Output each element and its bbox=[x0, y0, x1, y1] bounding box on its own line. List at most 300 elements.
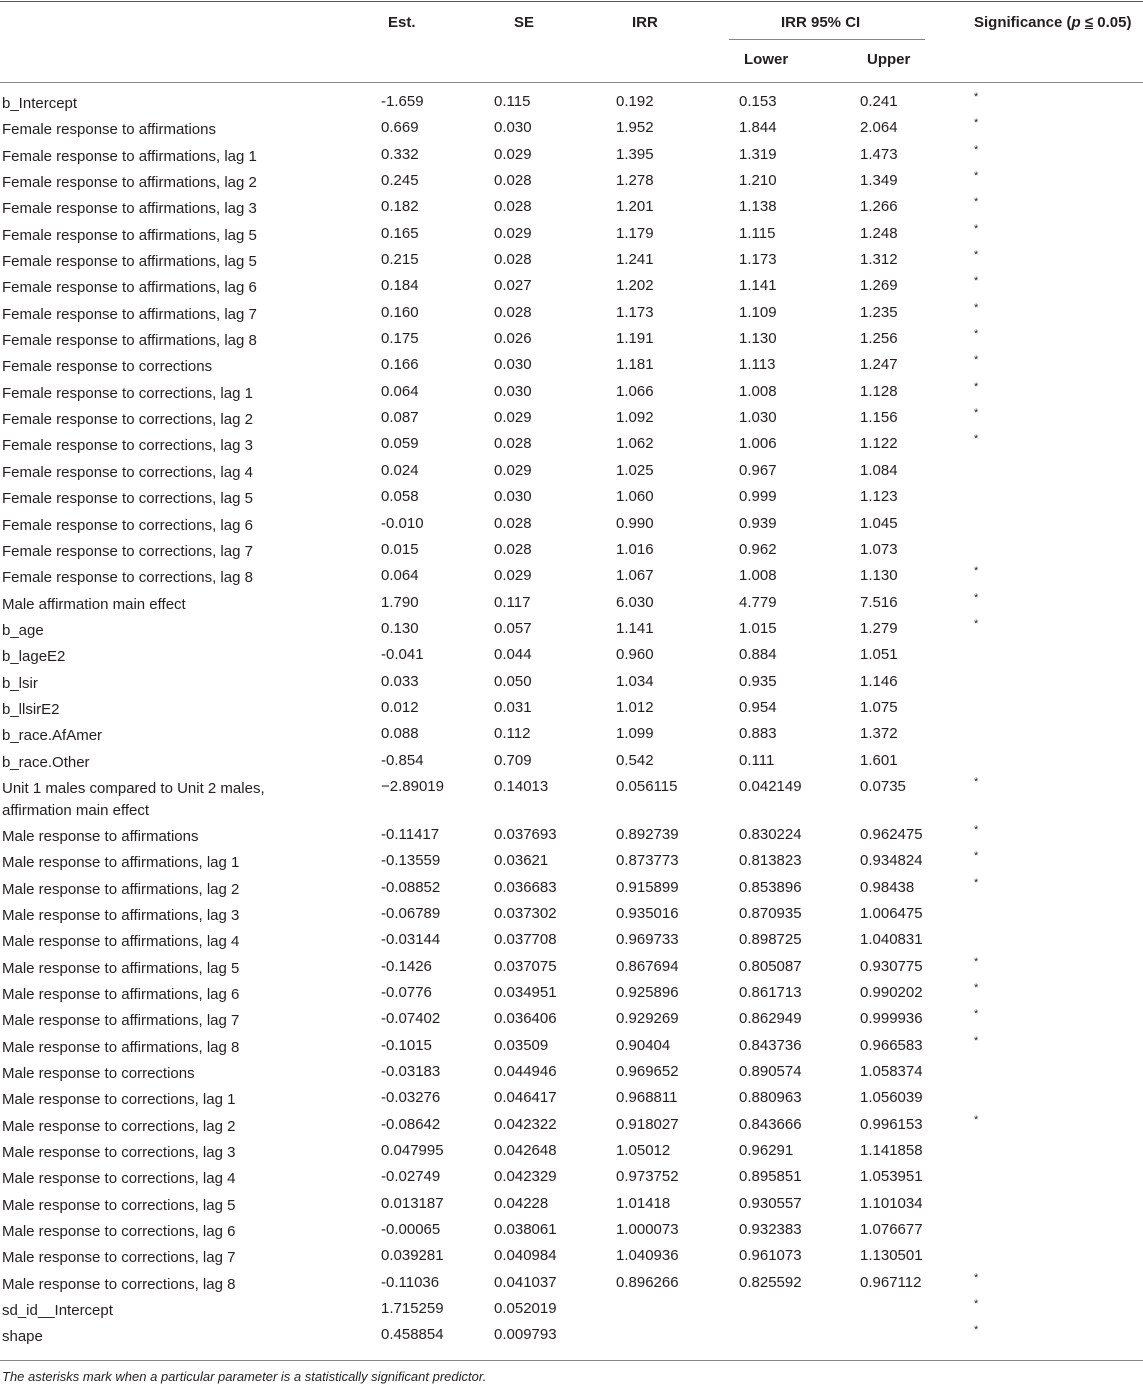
row-ci-lower: 1.008 bbox=[739, 567, 777, 585]
row-label: Female response to affirmations bbox=[2, 121, 216, 139]
row-est: 0.033 bbox=[381, 672, 419, 690]
row-ci-lower: 1.210 bbox=[739, 172, 777, 190]
table-row bbox=[0, 1165, 1143, 1191]
table-row bbox=[0, 459, 1143, 485]
header-significance bbox=[974, 14, 1131, 31]
row-se: 0.041037 bbox=[494, 1273, 557, 1291]
row-label: Female response to affirmations, lag 3 bbox=[2, 200, 257, 218]
row-est: -0.0776 bbox=[381, 984, 432, 1001]
row-est: 0.087 bbox=[381, 409, 419, 427]
row-irr: 1.173 bbox=[616, 303, 654, 321]
row-est: 0.064 bbox=[381, 382, 419, 400]
row-irr: 0.915899 bbox=[616, 878, 679, 896]
row-ci-upper: 1.279 bbox=[860, 619, 898, 637]
row-label: b_race.Other bbox=[2, 753, 90, 771]
row-irr: 1.025 bbox=[616, 461, 654, 479]
row-irr: 1.067 bbox=[616, 567, 654, 585]
row-significance: * bbox=[974, 301, 979, 314]
row-ci-lower: 0.861713 bbox=[739, 984, 802, 1001]
row-significance: * bbox=[974, 328, 979, 341]
row-est: 0.458854 bbox=[381, 1326, 444, 1344]
header-sig-prefix: Significance ( bbox=[974, 14, 1072, 31]
row-significance: * bbox=[974, 170, 979, 183]
table-row bbox=[0, 353, 1143, 379]
row-ci-upper: 1.349 bbox=[860, 172, 898, 190]
row-significance: * bbox=[974, 117, 979, 130]
row-label: Female response to affirmations, lag 8 bbox=[2, 332, 257, 350]
row-est: 0.669 bbox=[381, 119, 419, 137]
row-est: -0.02749 bbox=[381, 1168, 441, 1186]
row-significance: * bbox=[974, 955, 979, 968]
row-est: -0.854 bbox=[381, 751, 424, 769]
row-label: Male response to corrections, lag 7 bbox=[2, 1249, 236, 1267]
row-se: 0.04228 bbox=[494, 1194, 549, 1212]
table-row bbox=[0, 274, 1143, 300]
row-est: -0.041 bbox=[381, 646, 424, 664]
row-se: 0.009793 bbox=[494, 1326, 557, 1344]
row-ci-upper: 1.141858 bbox=[860, 1142, 923, 1160]
row-se: 0.028 bbox=[494, 303, 532, 321]
row-significance: * bbox=[974, 775, 979, 788]
row-se: 0.037708 bbox=[494, 931, 557, 949]
row-est: -1.659 bbox=[381, 93, 424, 110]
table-row bbox=[0, 722, 1143, 748]
row-ci-lower: 0.895851 bbox=[739, 1168, 802, 1186]
table-row bbox=[0, 1323, 1143, 1349]
row-est: 0.012 bbox=[381, 698, 419, 716]
row-est: -0.07402 bbox=[381, 1010, 441, 1028]
row-ci-upper: 0.967112 bbox=[860, 1273, 922, 1291]
table-row bbox=[0, 1244, 1143, 1270]
row-irr: 0.873773 bbox=[616, 852, 679, 870]
table-row bbox=[0, 1007, 1143, 1033]
row-se: 0.044 bbox=[494, 646, 532, 664]
row-significance: * bbox=[974, 91, 979, 103]
row-ci-lower: 0.962 bbox=[739, 540, 777, 558]
row-est: -0.1426 bbox=[381, 957, 432, 975]
header-sig-p: p bbox=[1071, 14, 1081, 31]
row-est: 0.160 bbox=[381, 303, 419, 321]
row-se: 0.117 bbox=[494, 593, 531, 611]
table-row bbox=[0, 512, 1143, 538]
row-irr: 1.05012 bbox=[616, 1142, 671, 1160]
row-ci-lower: 0.932383 bbox=[739, 1221, 802, 1239]
table-row bbox=[0, 617, 1143, 643]
table-row bbox=[0, 591, 1143, 617]
table-row bbox=[0, 1297, 1143, 1323]
row-label: sd_id__Intercept bbox=[2, 1302, 113, 1320]
row-irr: 1.278 bbox=[616, 172, 654, 190]
row-label: Male response to corrections, lag 1 bbox=[2, 1091, 236, 1109]
row-ci-lower: 0.883 bbox=[739, 725, 777, 743]
row-ci-upper: 1.128 bbox=[860, 382, 898, 400]
row-se: 0.042329 bbox=[494, 1168, 557, 1186]
row-est: -0.03183 bbox=[381, 1063, 441, 1081]
row-significance: * bbox=[974, 433, 979, 446]
row-ci-lower: 0.890574 bbox=[739, 1063, 802, 1081]
row-significance: * bbox=[974, 1298, 979, 1311]
row-est: 0.245 bbox=[381, 172, 419, 190]
row-se: 0.046417 bbox=[494, 1089, 557, 1107]
table-row bbox=[0, 1113, 1143, 1139]
row-ci-lower: 0.884 bbox=[739, 646, 777, 664]
row-irr: 1.016 bbox=[616, 540, 654, 558]
row-est: 1.790 bbox=[381, 593, 419, 611]
row-ci-upper: 0.990202 bbox=[860, 984, 923, 1001]
row-ci-lower: 0.880963 bbox=[739, 1089, 802, 1107]
table-row bbox=[0, 1034, 1143, 1060]
table-row bbox=[0, 643, 1143, 669]
row-ci-lower: 0.111 bbox=[739, 751, 775, 769]
row-irr: 0.925896 bbox=[616, 984, 679, 1001]
row-est: -0.13559 bbox=[381, 852, 441, 870]
header-upper: Upper bbox=[867, 51, 911, 68]
header-sig-le: ≤ bbox=[1084, 14, 1094, 31]
table-body bbox=[0, 90, 1143, 1350]
row-se: 0.042322 bbox=[494, 1115, 557, 1133]
table-row bbox=[0, 876, 1143, 902]
row-irr: 0.892739 bbox=[616, 825, 679, 843]
row-ci-lower: 1.130 bbox=[739, 330, 777, 348]
row-label: Male affirmation main effect bbox=[2, 595, 186, 613]
table-row bbox=[0, 406, 1143, 432]
row-ci-lower: 0.813823 bbox=[739, 852, 802, 870]
row-irr: 1.01418 bbox=[616, 1194, 671, 1212]
row-significance: * bbox=[974, 1034, 979, 1047]
table-row bbox=[0, 195, 1143, 221]
row-significance: * bbox=[974, 196, 979, 209]
row-se: 0.037302 bbox=[494, 904, 557, 922]
row-est: 0.182 bbox=[381, 198, 419, 216]
row-se: 0.052019 bbox=[494, 1300, 557, 1318]
row-ci-lower: 4.779 bbox=[739, 593, 777, 611]
row-ci-upper: 1.130 bbox=[860, 567, 898, 585]
row-label: Female response to affirmations, lag 2 bbox=[2, 174, 257, 192]
row-est: -0.1015 bbox=[381, 1036, 432, 1054]
row-ci-upper: 1.156 bbox=[860, 409, 898, 427]
row-label: Male response to corrections, lag 5 bbox=[2, 1196, 236, 1214]
row-irr: 1.952 bbox=[616, 119, 654, 137]
table-row bbox=[0, 380, 1143, 406]
row-irr: 1.034 bbox=[616, 672, 654, 690]
table-row bbox=[0, 902, 1143, 928]
row-ci-lower: 1.115 bbox=[739, 224, 776, 242]
row-se: 0.028 bbox=[494, 172, 532, 190]
row-ci-upper: 1.312 bbox=[860, 251, 898, 269]
row-ci-lower: 0.805087 bbox=[739, 957, 802, 975]
row-ci-lower: 0.930557 bbox=[739, 1194, 802, 1212]
row-ci-upper: 0.0735 bbox=[860, 777, 906, 795]
row-se: 0.036406 bbox=[494, 1010, 557, 1028]
row-se: 0.057 bbox=[494, 619, 532, 637]
row-significance: * bbox=[974, 143, 979, 156]
row-est: 0.175 bbox=[381, 330, 419, 348]
row-label: b_race.AfAmer bbox=[2, 727, 103, 745]
row-est: 0.184 bbox=[381, 277, 419, 295]
row-ci-lower: 0.862949 bbox=[739, 1010, 802, 1028]
row-est: 0.064 bbox=[381, 567, 419, 585]
row-se: 0.029 bbox=[494, 567, 532, 585]
row-label: Female response to affirmations, lag 6 bbox=[2, 279, 257, 297]
row-ci-upper: 1.601 bbox=[860, 751, 898, 769]
table-row bbox=[0, 823, 1143, 849]
row-se: 0.029 bbox=[494, 145, 532, 163]
row-ci-lower: 0.96291 bbox=[739, 1142, 794, 1160]
row-ci-lower: 1.173 bbox=[739, 251, 777, 269]
row-ci-upper: 1.056039 bbox=[860, 1089, 923, 1107]
row-significance: * bbox=[974, 876, 979, 889]
table-row bbox=[0, 432, 1143, 458]
row-ci-upper: 1.053951 bbox=[860, 1168, 923, 1186]
row-label: Male response to corrections, lag 8 bbox=[2, 1275, 236, 1293]
row-ci-lower: 1.015 bbox=[739, 619, 777, 637]
row-significance: * bbox=[974, 380, 979, 393]
row-ci-lower: 0.042149 bbox=[739, 777, 802, 795]
row-ci-upper: 0.241 bbox=[860, 93, 898, 110]
row-ci-upper: 0.999936 bbox=[860, 1010, 923, 1028]
row-significance: * bbox=[974, 617, 979, 630]
row-irr: 0.969733 bbox=[616, 931, 679, 949]
row-irr: 0.542 bbox=[616, 751, 654, 769]
row-irr: 0.969652 bbox=[616, 1063, 679, 1081]
row-est: 0.047995 bbox=[381, 1142, 444, 1160]
row-irr: 0.896266 bbox=[616, 1273, 679, 1291]
row-ci-lower: 1.844 bbox=[739, 119, 777, 137]
row-label: Male response to affirmations, lag 8 bbox=[2, 1038, 240, 1056]
row-se: 0.112 bbox=[494, 725, 531, 743]
row-irr: 1.241 bbox=[616, 251, 654, 269]
row-ci-lower: 1.138 bbox=[739, 198, 777, 216]
row-ci-lower: 1.109 bbox=[739, 303, 777, 321]
header-irr: IRR bbox=[632, 14, 658, 31]
row-irr: 0.929269 bbox=[616, 1010, 679, 1028]
row-significance: * bbox=[974, 850, 979, 863]
row-ci-upper: 1.076677 bbox=[860, 1221, 923, 1239]
row-est: 0.059 bbox=[381, 435, 419, 453]
table-row bbox=[0, 670, 1143, 696]
row-irr: 1.099 bbox=[616, 725, 654, 743]
row-label: b_llsirE2 bbox=[2, 700, 60, 718]
row-se: 0.029 bbox=[494, 461, 532, 479]
row-significance: * bbox=[974, 565, 979, 578]
row-ci-upper: 7.516 bbox=[860, 593, 898, 611]
row-label: Male response to corrections, lag 4 bbox=[2, 1170, 236, 1188]
row-irr: 0.867694 bbox=[616, 957, 679, 975]
row-se: 0.03509 bbox=[494, 1036, 549, 1054]
row-est: -0.11036 bbox=[381, 1273, 440, 1291]
header-irr-ci: IRR 95% CI bbox=[781, 14, 861, 31]
row-irr: 1.000073 bbox=[616, 1221, 679, 1239]
row-est: -0.00065 bbox=[381, 1221, 441, 1239]
row-ci-upper: 1.075 bbox=[860, 698, 898, 716]
row-ci-lower: 0.153 bbox=[739, 93, 777, 110]
row-ci-upper: 1.235 bbox=[860, 303, 898, 321]
row-label: Female response to corrections, lag 6 bbox=[2, 516, 253, 534]
row-ci-upper: 0.996153 bbox=[860, 1115, 923, 1133]
row-ci-lower: 0.961073 bbox=[739, 1247, 802, 1265]
row-significance: * bbox=[974, 407, 979, 420]
row-label: Male response to affirmations, lag 3 bbox=[2, 906, 240, 924]
row-se: 0.034951 bbox=[494, 984, 557, 1001]
row-irr: 1.395 bbox=[616, 145, 654, 163]
row-ci-lower: 0.870935 bbox=[739, 904, 802, 922]
row-se: 0.029 bbox=[494, 224, 532, 242]
row-ci-upper: 1.247 bbox=[860, 356, 898, 374]
row-ci-upper: 1.256 bbox=[860, 330, 898, 348]
row-est: 0.165 bbox=[381, 224, 419, 242]
row-ci-upper: 0.966583 bbox=[860, 1036, 923, 1054]
table-row bbox=[0, 955, 1143, 981]
row-se: 0.028 bbox=[494, 251, 532, 269]
row-ci-upper: 2.064 bbox=[860, 119, 898, 137]
row-label: Female response to corrections, lag 5 bbox=[2, 490, 253, 508]
row-se: 0.027 bbox=[494, 277, 532, 295]
row-irr: 1.179 bbox=[616, 224, 654, 242]
row-label: Female response to corrections, lag 8 bbox=[2, 569, 253, 587]
table-row bbox=[0, 981, 1143, 1007]
row-ci-lower: 0.843666 bbox=[739, 1115, 802, 1133]
row-irr: 0.935016 bbox=[616, 904, 679, 922]
row-ci-upper: 1.006475 bbox=[860, 904, 923, 922]
row-se: 0.040984 bbox=[494, 1247, 557, 1265]
row-se: 0.044946 bbox=[494, 1063, 557, 1081]
row-se: 0.050 bbox=[494, 672, 532, 690]
row-se: 0.028 bbox=[494, 435, 532, 453]
table-row bbox=[0, 116, 1143, 142]
row-se: 0.03621 bbox=[494, 852, 549, 870]
row-irr: 0.973752 bbox=[616, 1168, 679, 1186]
table-row bbox=[0, 696, 1143, 722]
row-irr: 1.040936 bbox=[616, 1247, 679, 1265]
row-significance: * bbox=[974, 249, 979, 262]
row-significance: * bbox=[974, 354, 979, 367]
row-label: Male response to affirmations, lag 1 bbox=[2, 854, 240, 872]
row-est: -0.11417 bbox=[381, 825, 440, 843]
table-row bbox=[0, 90, 1143, 116]
row-label: Unit 1 males compared to Unit 2 males, affirmation main effect bbox=[2, 779, 265, 819]
row-label: Male response to affirmations, lag 5 bbox=[2, 959, 240, 977]
row-label: Female response to corrections bbox=[2, 358, 213, 376]
row-ci-upper: 1.123 bbox=[860, 488, 898, 506]
row-label: Male response to affirmations, lag 4 bbox=[2, 933, 240, 951]
row-se: 0.030 bbox=[494, 119, 532, 137]
table-row bbox=[0, 248, 1143, 274]
row-label: Male response to affirmations, lag 2 bbox=[2, 880, 240, 898]
row-se: 0.026 bbox=[494, 330, 532, 348]
table-top-rule bbox=[0, 1, 1143, 2]
row-se: 0.037075 bbox=[494, 957, 557, 975]
row-se: 0.030 bbox=[494, 382, 532, 400]
row-label: Male response to corrections, lag 3 bbox=[2, 1144, 236, 1162]
table-row bbox=[0, 1060, 1143, 1086]
row-ci-upper: 1.084 bbox=[860, 461, 898, 479]
row-se: 0.14013 bbox=[494, 777, 549, 795]
row-est: 0.332 bbox=[381, 145, 419, 163]
row-ci-lower: 0.954 bbox=[739, 698, 777, 716]
row-irr: 0.960 bbox=[616, 646, 654, 664]
row-est: -0.010 bbox=[381, 514, 424, 532]
table-footnote: The asterisks mark when a particular parameter is a statistically significant predictor. bbox=[2, 1369, 487, 1384]
row-se: 0.028 bbox=[494, 514, 532, 532]
row-ci-lower: 1.030 bbox=[739, 409, 777, 427]
row-est: 0.015 bbox=[381, 540, 419, 558]
table-row bbox=[0, 143, 1143, 169]
row-se: 0.037693 bbox=[494, 825, 557, 843]
row-label: Male response to corrections bbox=[2, 1065, 195, 1083]
row-significance: * bbox=[974, 1008, 979, 1021]
row-ci-lower: 1.006 bbox=[739, 435, 777, 453]
row-label: Male response to affirmations bbox=[2, 827, 199, 845]
row-ci-upper: 1.051 bbox=[860, 646, 898, 664]
row-label: Female response to corrections, lag 4 bbox=[2, 463, 253, 481]
row-est: -0.08852 bbox=[381, 878, 441, 896]
row-ci-upper: 1.101034 bbox=[860, 1194, 923, 1212]
row-ci-lower: 0.898725 bbox=[739, 931, 802, 949]
row-significance: * bbox=[974, 823, 979, 836]
row-ci-upper: 1.058374 bbox=[860, 1063, 923, 1081]
row-se: 0.028 bbox=[494, 198, 532, 216]
header-se: SE bbox=[514, 14, 535, 31]
row-se: 0.038061 bbox=[494, 1221, 557, 1239]
table-row bbox=[0, 1218, 1143, 1244]
row-est: -0.06789 bbox=[381, 904, 441, 922]
row-label: Female response to affirmations, lag 5 bbox=[2, 226, 257, 244]
row-irr: 1.062 bbox=[616, 435, 654, 453]
row-irr: 1.012 bbox=[616, 698, 654, 716]
row-est: 0.130 bbox=[381, 619, 419, 637]
row-ci-lower: 1.141 bbox=[739, 277, 777, 295]
row-label: b_age bbox=[2, 621, 44, 639]
row-irr: 1.202 bbox=[616, 277, 654, 295]
table-row bbox=[0, 849, 1143, 875]
table-row bbox=[0, 1271, 1143, 1297]
row-label: shape bbox=[2, 1328, 43, 1346]
row-ci-upper: 1.073 bbox=[860, 540, 898, 558]
row-ci-upper: 1.146 bbox=[860, 672, 898, 690]
table-row bbox=[0, 538, 1143, 564]
row-label: Male response to corrections, lag 2 bbox=[2, 1117, 236, 1135]
row-significance: * bbox=[974, 1113, 979, 1126]
row-est: −2.89019 bbox=[381, 777, 444, 795]
row-irr: 6.030 bbox=[616, 593, 654, 611]
row-se: 0.036683 bbox=[494, 878, 557, 896]
row-label: Female response to affirmations, lag 5 bbox=[2, 253, 257, 271]
header-lower: Lower bbox=[744, 51, 789, 68]
row-est: 0.039281 bbox=[381, 1247, 444, 1265]
row-ci-upper: 0.930775 bbox=[860, 957, 923, 975]
row-ci-upper: 0.962475 bbox=[860, 825, 923, 843]
row-label: Female response to affirmations, lag 1 bbox=[2, 147, 257, 165]
row-ci-upper: 1.269 bbox=[860, 277, 898, 295]
row-est: 0.088 bbox=[381, 725, 419, 743]
row-ci-upper: 0.934824 bbox=[860, 852, 923, 870]
table-row bbox=[0, 169, 1143, 195]
row-se: 0.042648 bbox=[494, 1142, 557, 1160]
header-est: Est. bbox=[388, 14, 416, 31]
row-label: Female response to corrections, lag 2 bbox=[2, 411, 253, 429]
row-significance: * bbox=[974, 1324, 979, 1337]
row-irr: 0.918027 bbox=[616, 1115, 679, 1133]
row-ci-lower: 0.853896 bbox=[739, 878, 802, 896]
row-ci-lower: 0.825592 bbox=[739, 1273, 802, 1291]
row-label: Male response to corrections, lag 6 bbox=[2, 1223, 236, 1241]
row-ci-lower: 1.319 bbox=[739, 145, 777, 163]
row-label: Female response to corrections, lag 7 bbox=[2, 542, 253, 560]
row-ci-upper: 1.130501 bbox=[860, 1247, 923, 1265]
row-est: 0.215 bbox=[381, 251, 419, 269]
row-ci-lower: 0.999 bbox=[739, 488, 777, 506]
row-significance: * bbox=[974, 1271, 979, 1284]
